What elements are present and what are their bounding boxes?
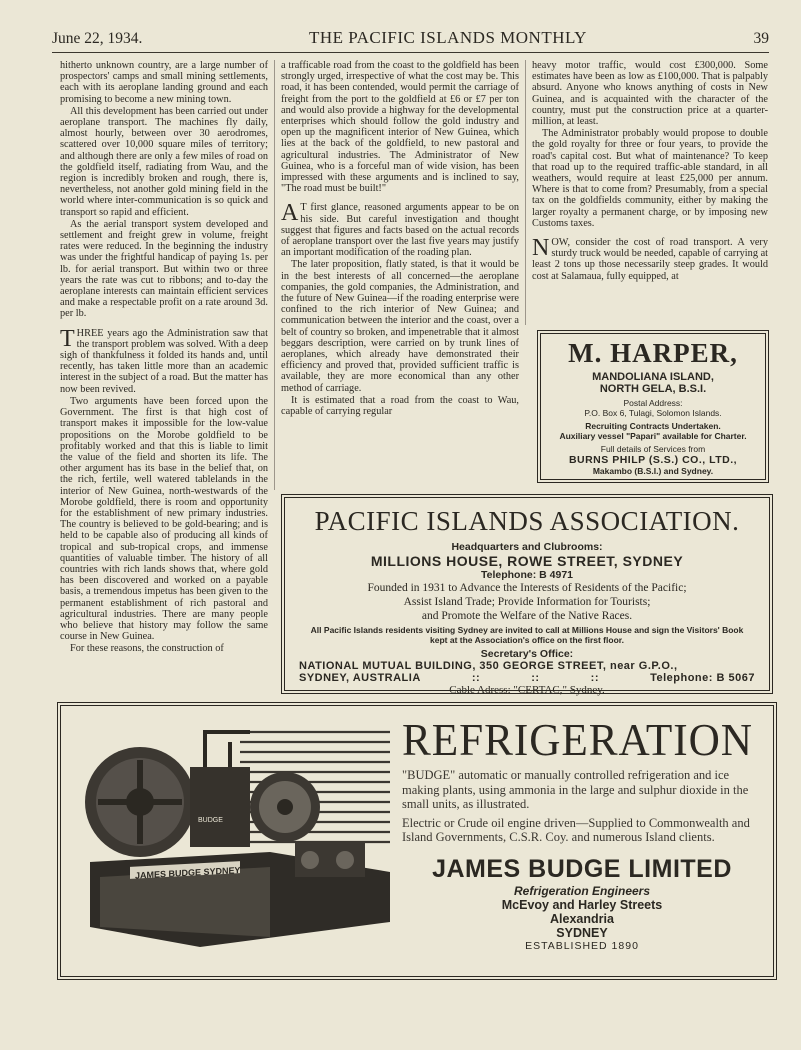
agent-name: BURNS PHILP (S.S.) CO., LTD., xyxy=(568,454,738,466)
advertiser-name: M. HARPER, xyxy=(568,338,738,368)
hq-address: MILLIONS HOUSE, ROWE STREET, SYDNEY xyxy=(370,553,684,569)
paragraph: The later proposition, flatly stated, is that it would be in the best interests of all concerned—the aeroplane companies, the gold companies, the Administration, and the future of New Guinea—if the roading enterprise were confined to the rich interior of New Guinea; and communication between the interior and the coast, over a belt of country so broken, and impenetrable that it almost beggars description, were carried on by trunk lines of aeroplanes, which already have demonstrated their efficiency and proved that, provided sufficient traffic is available, they are more economical than any other method of carriage. xyxy=(281,259,519,394)
company-established: ESTABLISHED 1890 xyxy=(525,939,639,952)
city: SYDNEY, AUSTRALIA xyxy=(299,672,421,684)
paragraph-text: OW, consider the cost of road transport. A very sturdy truck would be needed, capable of carrying at least 2 tons up those necessarily steep grades. It would cost at Salamaua, fully equipped, at xyxy=(532,237,768,282)
postal-address: P.O. Box 6, Tulagi, Solomon Islands. xyxy=(584,408,722,418)
company-suburb: Alexandria xyxy=(550,911,614,926)
page-header xyxy=(52,24,769,53)
paragraph-dropcap xyxy=(532,237,768,282)
machine-label: JAMES BUDGE SYDNEY xyxy=(135,865,241,881)
ad-body: "BUDGE" automatic or manually controlled refrigeration and ice making plants, using ammonia in the large and sulphur dioxide in the small units, as illustrated. xyxy=(402,768,749,811)
secretary-telephone: Telephone: B 5067 xyxy=(650,672,755,684)
secretary-label: Secretary's Office: xyxy=(480,648,574,660)
paragraph: For these reasons, the construction of xyxy=(70,643,224,655)
secretary-city-row xyxy=(285,672,769,684)
purpose-line: and Promote the Welfare of the Native Races. xyxy=(421,610,633,622)
hq-label: Headquarters and Clubrooms: xyxy=(451,541,603,553)
article-column-2 xyxy=(281,60,519,418)
separator: :: xyxy=(531,672,540,684)
paragraph: The Administrator probably would propose to double the gold royalty for three or four years, to provide the road's capital cost. But what of maintenance? To keep that road up to the required traffic-able standard, in all weathers, would require at least £25,000 per annum. Where is that to come from? Presumably, from a special tax on the goldfields community, either by making the larger royalty a permanent charge, or by imposing new Customs taxes. xyxy=(532,128,768,229)
machine-badge: BUDGE xyxy=(198,817,223,824)
paragraph-text: T first glance, reasoned arguments appear to be on his side. But careful investigation and thought suggest that figures and facts based on the actual records of aeroplane transport over the last five years may justify an important modification of the roading plan. xyxy=(281,202,519,259)
publication-title: THE PACIFIC ISLANDS MONTHLY xyxy=(308,28,587,47)
separator: :: xyxy=(471,672,481,684)
ad-body: Electric or Crude oil engine driven—Supplied to Commonwealth and Island Governments, C.S.R. Coy. and numerous Island clients. xyxy=(402,815,750,844)
paragraph-dropcap xyxy=(281,202,519,258)
paragraph: As the aerial transport system developed and settlement and freight grew in volume, freight rates were reduced. In the beginning the industry was under the frightful handicap of paying 1s. per lb. for aerial transport. But within two or three years the rate was cut to ribbons; and to-day the aeroplane interests can maintain efficient services and make a respectable profit on a rate around 3d. per lb. xyxy=(60,218,268,320)
address-line: NATIONAL MUTUAL BUILDING, 350 GEORGE STREET, near G.P.O., xyxy=(299,660,678,672)
company-street: McEvoy and Harley Streets xyxy=(501,897,663,912)
paragraph: It is estimated that a road from the coast to Wau, capable of carrying regular xyxy=(281,394,519,418)
paragraph: All this development has been carried out under aeroplane transport. The machines fly daily, almost hourly, between over 30 aerodromes, scattered over 10,000 square miles of territory; and although there are only a few miles of road on the goldfield itself, radiating from Wau, and the region is incredibly broken and rough, there is, nevertheless, not another gold mining field in the world where inter-communication is so quick and transport so rapid and efficient. xyxy=(60,105,268,218)
vessel-note: Auxiliary vessel "Papari" available for Charter. xyxy=(559,431,747,441)
company-name: JAMES BUDGE LIMITED xyxy=(432,854,732,883)
purpose-line: Founded in 1931 to Advance the Interests of Residents of the Pacific; xyxy=(367,582,687,594)
recruiting-note: Recruiting Contracts Undertaken. xyxy=(585,421,721,431)
agent-locations: Makambo (B.S.I.) and Sydney. xyxy=(592,466,714,476)
issue-date: June 22, 1934. xyxy=(52,30,143,47)
company-tagline: Refrigeration Engineers xyxy=(513,883,651,898)
paragraph: Two arguments have been forced upon the Government. The first is that high cost of transport makes it impossible for the low-value propositions on the Morobe goldfield to be profitably worked and that this is liable to limit the value of the field and shorten its life. The other argument has its base in the belief that, on the rich, fertile, well watered tablelands in the interior of New Guinea, north-westwards of the Morobe goldfield, there is room and opportunity for the establishment of new primary industries. The country is believed to be gold-bearing; and is held to be capable also of producing all kinds of tropical and sub-tropical crops, and immense quantities of valuable timber. The history of all countries with rich lands shows that, where gold has been discovered and worked on a payable basis, a tremendous impetus has been given to the permanent establishment of rich pastoral and agricultural industries. There are many people who believe that history may follow the same course in New Guinea. xyxy=(60,395,268,643)
pacific-islands-association-advertisement xyxy=(284,497,770,696)
postal-label: Postal Address: xyxy=(623,398,683,408)
article-column-3 xyxy=(532,60,768,283)
drop-cap: T xyxy=(60,325,75,352)
hq-telephone: Telephone: B 4971 xyxy=(481,569,573,581)
paragraph-text: HREE years ago the Administration saw that the transport problem was solved. With a deep sigh of thankfulness it folded its hands and, until recently, has taken little more than an academic interest in the subject of a road. But the matter has now been revived. xyxy=(60,327,268,395)
paragraph: hitherto unknown country, are a large number of prospectors' camps and small mining settlements, each with its aeroplane landing ground and each promising to become a new mining town. xyxy=(60,60,268,105)
company-city: SYDNEY xyxy=(556,925,608,940)
secretary-address xyxy=(285,660,769,672)
harper-advertisement xyxy=(540,333,766,480)
cable-address: Cable Adress: "CERTAC," Sydney. xyxy=(449,684,605,696)
paragraph: a trafficable road from the coast to the goldfield has been strongly urged, irrespective of what the cost may be. This road, it has been contended, would permit the carriage of freight from the port to the goldfield at £6 or £7 per ton and would also provide a highway for the developmental enterprises which should follow the gold industry and open up the magnificent interior of New Guinea, which lies at the back of the goldfield, to new pastoral and agricultural industries. The Administrator of New Guinea, who is a forceful man of wide vision, has been impressed with these arguments and is inclined to say, "The road must be built!" xyxy=(281,60,519,195)
drop-cap: A xyxy=(281,200,299,227)
paragraph: heavy motor traffic, would cost £300,000. Some estimates have been as low as £100,000. That is palpably absurd. Anyone who knows anything of costs in New Guinea, and is acquainted with the character of the country, must put the construction price at a quarter-million, at least. xyxy=(532,60,768,128)
drop-cap: N xyxy=(532,235,550,262)
refrigeration-copy xyxy=(402,713,762,952)
visitor-note: All Pacific Islands residents visiting Sydney are invited to call at Millions House and sign the Visitors' Book kept at the Association's office on the first floor. xyxy=(310,625,744,645)
page-number: 39 xyxy=(753,30,769,47)
advertiser-place: NORTH GELA, B.S.I. xyxy=(599,383,707,395)
purpose-line: Assist Island Trade; Provide Information for Tourists; xyxy=(403,596,651,608)
advertiser-place: MANDOLIANA ISLAND, xyxy=(592,371,714,383)
paragraph-dropcap xyxy=(60,325,268,395)
association-name: PACIFIC ISLANDS ASSOCIATION. xyxy=(314,506,740,536)
column-divider xyxy=(274,60,275,490)
services-note: Full details of Services from xyxy=(600,444,706,454)
column-divider xyxy=(525,60,526,325)
article-column-1 xyxy=(60,60,268,656)
separator: :: xyxy=(590,672,599,684)
ad-headline: REFRIGERATION xyxy=(402,714,753,765)
refrigeration-machine-illustration xyxy=(70,712,395,962)
